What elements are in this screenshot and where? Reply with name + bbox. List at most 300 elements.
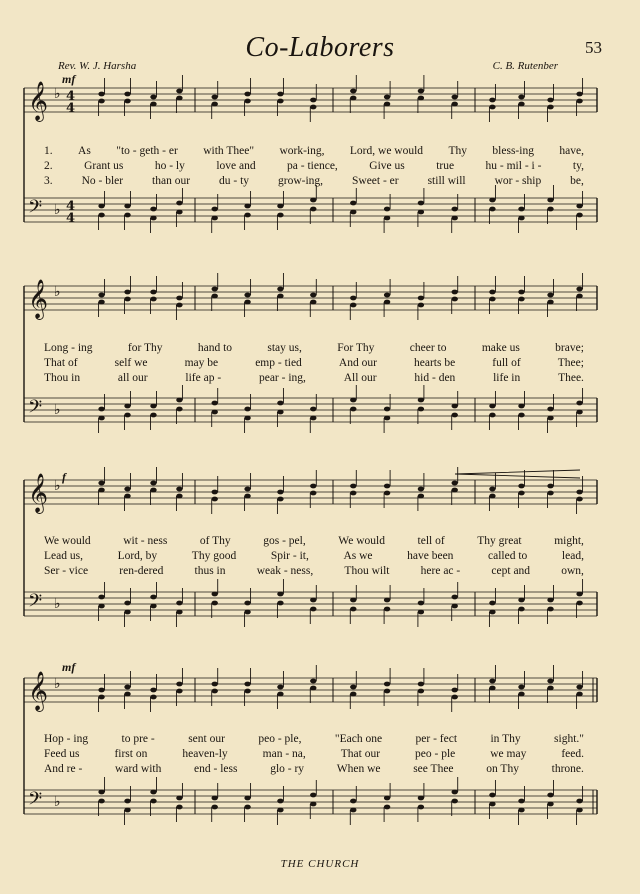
note-head xyxy=(576,808,582,813)
lyric-word: hid - den xyxy=(414,372,456,384)
note-head xyxy=(418,494,424,499)
lyric-word: we may xyxy=(490,748,527,760)
note-head xyxy=(98,407,104,412)
lyric-word: feed. xyxy=(561,748,584,760)
time-signature-top: 4 xyxy=(66,199,76,214)
note-head xyxy=(547,679,553,684)
note-head xyxy=(576,410,582,415)
note-head xyxy=(176,89,182,94)
note-head xyxy=(150,595,156,600)
note-head xyxy=(277,410,283,415)
note-head xyxy=(452,604,458,609)
note-head xyxy=(384,805,390,810)
lyric-word: Lord, we would xyxy=(349,145,424,157)
note-head xyxy=(452,688,458,693)
note-head xyxy=(98,799,104,804)
note-head xyxy=(350,407,356,412)
lyric-word: Lead us, xyxy=(44,550,83,562)
note-head xyxy=(518,102,524,107)
lyric-word: pa - tience, xyxy=(287,160,338,172)
note-head xyxy=(310,793,316,798)
note-head xyxy=(350,89,356,94)
lyric-word: than our xyxy=(152,175,191,187)
note-head xyxy=(310,484,316,489)
lyric-line xyxy=(44,175,584,187)
note-head xyxy=(244,805,250,810)
note-head xyxy=(418,805,424,810)
note-head xyxy=(547,293,553,298)
note-head xyxy=(310,293,316,298)
flat-icon: ♭ xyxy=(54,596,61,612)
stanza-number: 1. xyxy=(44,145,53,157)
note-head xyxy=(576,294,582,299)
note-head xyxy=(124,610,130,615)
note-head xyxy=(176,796,182,801)
note-head xyxy=(547,416,553,421)
note-head xyxy=(518,598,524,603)
lyric-word: Feed us xyxy=(44,748,80,760)
lyric-word: here ac - xyxy=(420,565,461,577)
note-head xyxy=(176,487,182,492)
note-head xyxy=(124,92,130,97)
note-head xyxy=(98,300,104,305)
note-head xyxy=(576,601,582,606)
lyric-word: And re - xyxy=(44,763,83,775)
lyric-word: peo - ple, xyxy=(258,733,302,745)
footer-section-label: THE CHURCH xyxy=(280,858,360,870)
lyric-word: Thy good xyxy=(191,550,237,562)
lyric-word: brave; xyxy=(555,342,584,354)
note-head xyxy=(124,290,130,295)
note-head xyxy=(350,598,356,603)
crescendo-hairpin xyxy=(455,470,580,478)
note-head xyxy=(547,300,553,305)
note-head xyxy=(384,293,390,298)
note-head xyxy=(576,592,582,597)
note-head xyxy=(350,491,356,496)
note-head xyxy=(489,802,495,807)
note-head xyxy=(384,598,390,603)
note-head xyxy=(452,790,458,795)
note-head xyxy=(489,601,495,606)
note-head xyxy=(310,598,316,603)
treble-clef-icon: 𝄞 xyxy=(28,81,49,121)
treble-clef-icon: 𝄞 xyxy=(28,279,49,319)
note-head xyxy=(418,398,424,403)
note-head xyxy=(244,300,250,305)
note-head xyxy=(150,413,156,418)
note-head xyxy=(98,293,104,298)
note-head xyxy=(547,198,553,203)
lyric-word: weak - ness, xyxy=(256,565,314,577)
note-head xyxy=(244,92,250,97)
note-head xyxy=(212,401,218,406)
note-head xyxy=(244,407,250,412)
flat-icon: ♭ xyxy=(54,402,61,418)
note-head xyxy=(244,601,250,606)
lyric-word: peo - ple xyxy=(415,748,456,760)
note-head xyxy=(418,796,424,801)
lyric-word: ty, xyxy=(572,160,584,172)
note-head xyxy=(310,105,316,110)
note-head xyxy=(384,689,390,694)
note-head xyxy=(350,210,356,215)
note-head xyxy=(384,407,390,412)
lyric-word: make us xyxy=(481,342,520,354)
lyric-word: Give us xyxy=(369,160,405,172)
lyric-word: lead, xyxy=(561,550,584,562)
note-head xyxy=(418,210,424,215)
note-head xyxy=(124,494,130,499)
lyric-word: "to - geth - er xyxy=(116,145,178,157)
note-head xyxy=(547,793,553,798)
note-head xyxy=(244,487,250,492)
lyric-word: in Thy xyxy=(490,733,521,745)
note-head xyxy=(150,488,156,493)
note-head xyxy=(576,99,582,104)
note-head xyxy=(384,300,390,305)
note-head xyxy=(277,99,283,104)
lyric-word: Thee. xyxy=(558,372,584,384)
lyric-word: self we xyxy=(114,357,148,369)
note-head xyxy=(98,695,104,700)
note-head xyxy=(176,96,182,101)
note-head xyxy=(277,497,283,502)
note-head xyxy=(150,207,156,212)
note-head xyxy=(212,497,218,502)
lyric-word: Long - ing xyxy=(44,342,93,354)
note-head xyxy=(384,796,390,801)
lyric-word: wit - ness xyxy=(123,535,168,547)
note-head xyxy=(576,401,582,406)
note-head xyxy=(384,416,390,421)
lyric-word: own, xyxy=(561,565,584,577)
lyric-word: sent our xyxy=(188,733,225,745)
note-head xyxy=(277,294,283,299)
lyric-word: cept and xyxy=(491,565,531,577)
treble-clef-icon: 𝄞 xyxy=(28,473,49,513)
note-head xyxy=(518,799,524,804)
lyric-word: Thou wilt xyxy=(344,565,390,577)
note-head xyxy=(489,207,495,212)
note-head xyxy=(212,216,218,221)
composer-credit: C. B. Rutenber xyxy=(492,60,558,72)
note-head xyxy=(350,692,356,697)
note-head xyxy=(350,685,356,690)
lyric-word: have been xyxy=(407,550,454,562)
dynamic-marking-2: f xyxy=(62,470,66,484)
note-head xyxy=(518,95,524,100)
time-signature-top: 4 xyxy=(66,89,76,104)
lyric-word: thus in xyxy=(194,565,226,577)
note-head xyxy=(418,96,424,101)
note-head xyxy=(98,204,104,209)
lyric-word: All our xyxy=(343,372,377,384)
note-head xyxy=(98,99,104,104)
lyric-word: be, xyxy=(570,175,584,187)
note-head xyxy=(277,808,283,813)
note-head xyxy=(452,216,458,221)
note-head xyxy=(547,105,553,110)
flat-icon: ♭ xyxy=(54,202,61,218)
note-head xyxy=(244,610,250,615)
note-head xyxy=(212,102,218,107)
note-head xyxy=(518,484,524,489)
note-head xyxy=(212,682,218,687)
note-head xyxy=(212,490,218,495)
note-head xyxy=(384,491,390,496)
note-head xyxy=(277,490,283,495)
note-head xyxy=(98,481,104,486)
note-head xyxy=(310,679,316,684)
note-head xyxy=(98,488,104,493)
lyric-word: of Thy xyxy=(199,535,231,547)
note-head xyxy=(489,487,495,492)
lyric-word: may be xyxy=(184,357,219,369)
lyric-word: Thou in xyxy=(44,372,81,384)
note-head xyxy=(350,808,356,813)
note-head xyxy=(518,216,524,221)
note-head xyxy=(98,688,104,693)
note-head xyxy=(384,607,390,612)
note-head xyxy=(212,592,218,597)
lyric-line xyxy=(44,160,584,172)
note-head xyxy=(150,790,156,795)
note-head xyxy=(244,99,250,104)
note-head xyxy=(244,796,250,801)
lyric-word: might, xyxy=(554,535,584,547)
note-head xyxy=(277,92,283,97)
note-head xyxy=(350,303,356,308)
note-head xyxy=(547,598,553,603)
lyric-word: Spir - it, xyxy=(270,550,309,562)
note-head xyxy=(518,413,524,418)
lyric-word: Sweet - er xyxy=(352,175,399,187)
lyric-word: hand to xyxy=(197,342,233,354)
flat-icon: ♭ xyxy=(54,794,61,810)
note-head xyxy=(547,407,553,412)
note-head xyxy=(150,604,156,609)
note-head xyxy=(350,607,356,612)
lyric-word: all our xyxy=(117,372,148,384)
note-head xyxy=(489,494,495,499)
stanza-number: 3. xyxy=(44,175,53,187)
note-head xyxy=(150,95,156,100)
lyric-word: glo - ry xyxy=(270,763,305,775)
note-head xyxy=(124,799,130,804)
lyric-word: Thy xyxy=(448,145,467,157)
note-head xyxy=(384,484,390,489)
lyric-word: ward with xyxy=(115,763,162,775)
bass-clef-icon: 𝄢 xyxy=(28,789,43,814)
note-head xyxy=(547,484,553,489)
lyric-word: Thy great xyxy=(477,535,522,547)
note-head xyxy=(150,799,156,804)
note-head xyxy=(310,300,316,305)
note-head xyxy=(452,695,458,700)
lyric-word: That our xyxy=(340,748,381,760)
note-head xyxy=(518,290,524,295)
note-head xyxy=(176,601,182,606)
note-head xyxy=(150,481,156,486)
note-head xyxy=(452,488,458,493)
note-head xyxy=(212,796,218,801)
lyric-word: on Thy xyxy=(486,763,519,775)
note-head xyxy=(547,98,553,103)
lyric-word: sight." xyxy=(554,733,584,745)
page-number: 53 xyxy=(585,38,602,57)
note-head xyxy=(124,808,130,813)
note-head xyxy=(418,201,424,206)
note-head xyxy=(150,297,156,302)
lyric-word: per - fect xyxy=(415,733,458,745)
lyric-word: ren-dered xyxy=(119,565,164,577)
note-head xyxy=(310,491,316,496)
lyric-word: As xyxy=(78,145,91,157)
note-head xyxy=(518,297,524,302)
note-head xyxy=(150,404,156,409)
note-head xyxy=(277,799,283,804)
lyric-word: have, xyxy=(559,145,584,157)
lyric-word: with Thee" xyxy=(203,145,255,157)
note-head xyxy=(310,198,316,203)
note-head xyxy=(310,207,316,212)
note-head xyxy=(98,92,104,97)
note-head xyxy=(176,210,182,215)
note-head xyxy=(576,204,582,209)
lyric-word: du - ty xyxy=(219,175,250,187)
dynamic-marking-3: mf xyxy=(62,660,76,674)
note-head xyxy=(418,89,424,94)
lyric-word: end - less xyxy=(194,763,238,775)
lyric-word: for Thy xyxy=(127,342,163,354)
note-head xyxy=(547,686,553,691)
note-head xyxy=(277,685,283,690)
note-head xyxy=(384,95,390,100)
note-head xyxy=(576,692,582,697)
lyric-word: As we xyxy=(343,550,373,562)
note-head xyxy=(384,216,390,221)
note-head xyxy=(124,685,130,690)
note-head xyxy=(124,601,130,606)
bass-clef-icon: 𝄢 xyxy=(28,397,43,422)
bass-clef-icon: 𝄢 xyxy=(28,197,43,222)
note-head xyxy=(244,293,250,298)
lyric-word: Ser - vice xyxy=(44,565,89,577)
note-head xyxy=(576,287,582,292)
lyric-word: heaven-ly xyxy=(182,748,228,760)
lyric-word: see Thee xyxy=(413,763,454,775)
note-head xyxy=(576,685,582,690)
note-head xyxy=(489,610,495,615)
note-head xyxy=(384,682,390,687)
lyric-word: hu - mil - i - xyxy=(485,160,542,172)
bass-clef-icon: 𝄢 xyxy=(28,591,43,616)
note-head xyxy=(310,98,316,103)
note-head xyxy=(576,92,582,97)
note-head xyxy=(176,610,182,615)
lyric-word: true xyxy=(436,160,455,172)
note-head xyxy=(124,487,130,492)
lyric-word: ho - ly xyxy=(154,160,185,172)
note-head xyxy=(418,689,424,694)
note-head xyxy=(452,297,458,302)
lyric-word: wor - ship xyxy=(494,175,542,187)
note-head xyxy=(489,198,495,203)
note-head xyxy=(212,207,218,212)
note-head xyxy=(310,407,316,412)
note-head xyxy=(212,95,218,100)
note-head xyxy=(384,102,390,107)
note-head xyxy=(518,607,524,612)
note-head xyxy=(124,213,130,218)
lyric-word: full of xyxy=(492,357,521,369)
note-head xyxy=(244,494,250,499)
note-head xyxy=(277,592,283,597)
note-head xyxy=(310,607,316,612)
note-head xyxy=(277,287,283,292)
note-head xyxy=(489,413,495,418)
note-head xyxy=(98,595,104,600)
lyric-word: called to xyxy=(488,550,528,562)
note-head xyxy=(310,686,316,691)
note-head xyxy=(176,682,182,687)
lyric-word: hearts be xyxy=(413,357,456,369)
lyric-word: No - bler xyxy=(81,175,124,187)
lyric-word: For Thy xyxy=(337,342,375,354)
note-head xyxy=(489,105,495,110)
note-head xyxy=(418,407,424,412)
note-head xyxy=(489,686,495,691)
note-head xyxy=(124,404,130,409)
note-head xyxy=(384,207,390,212)
note-head xyxy=(277,401,283,406)
note-head xyxy=(150,695,156,700)
flat-icon: ♭ xyxy=(54,676,61,692)
note-head xyxy=(212,689,218,694)
time-signature-bottom: 4 xyxy=(66,101,76,116)
note-head xyxy=(176,494,182,499)
flat-icon: ♭ xyxy=(54,478,61,494)
note-head xyxy=(350,296,356,301)
note-head xyxy=(124,204,130,209)
note-head xyxy=(150,102,156,107)
note-head xyxy=(452,95,458,100)
note-head xyxy=(489,679,495,684)
note-head xyxy=(452,404,458,409)
lyric-line xyxy=(44,733,584,745)
note-head xyxy=(576,497,582,502)
note-head xyxy=(452,102,458,107)
treble-clef-icon: 𝄞 xyxy=(28,671,49,711)
note-head xyxy=(576,490,582,495)
note-head xyxy=(418,487,424,492)
note-head xyxy=(418,296,424,301)
note-head xyxy=(518,491,524,496)
note-head xyxy=(98,790,104,795)
note-head xyxy=(350,398,356,403)
note-head xyxy=(547,802,553,807)
lyric-line xyxy=(44,372,584,384)
lyric-line xyxy=(44,748,584,760)
lyric-word: life ap - xyxy=(185,372,222,384)
note-head xyxy=(244,682,250,687)
lyric-word: Lord, by xyxy=(117,550,158,562)
note-head xyxy=(452,290,458,295)
note-head xyxy=(310,802,316,807)
lyric-word: emp - tied xyxy=(255,357,302,369)
lyric-word: stay us, xyxy=(267,342,302,354)
